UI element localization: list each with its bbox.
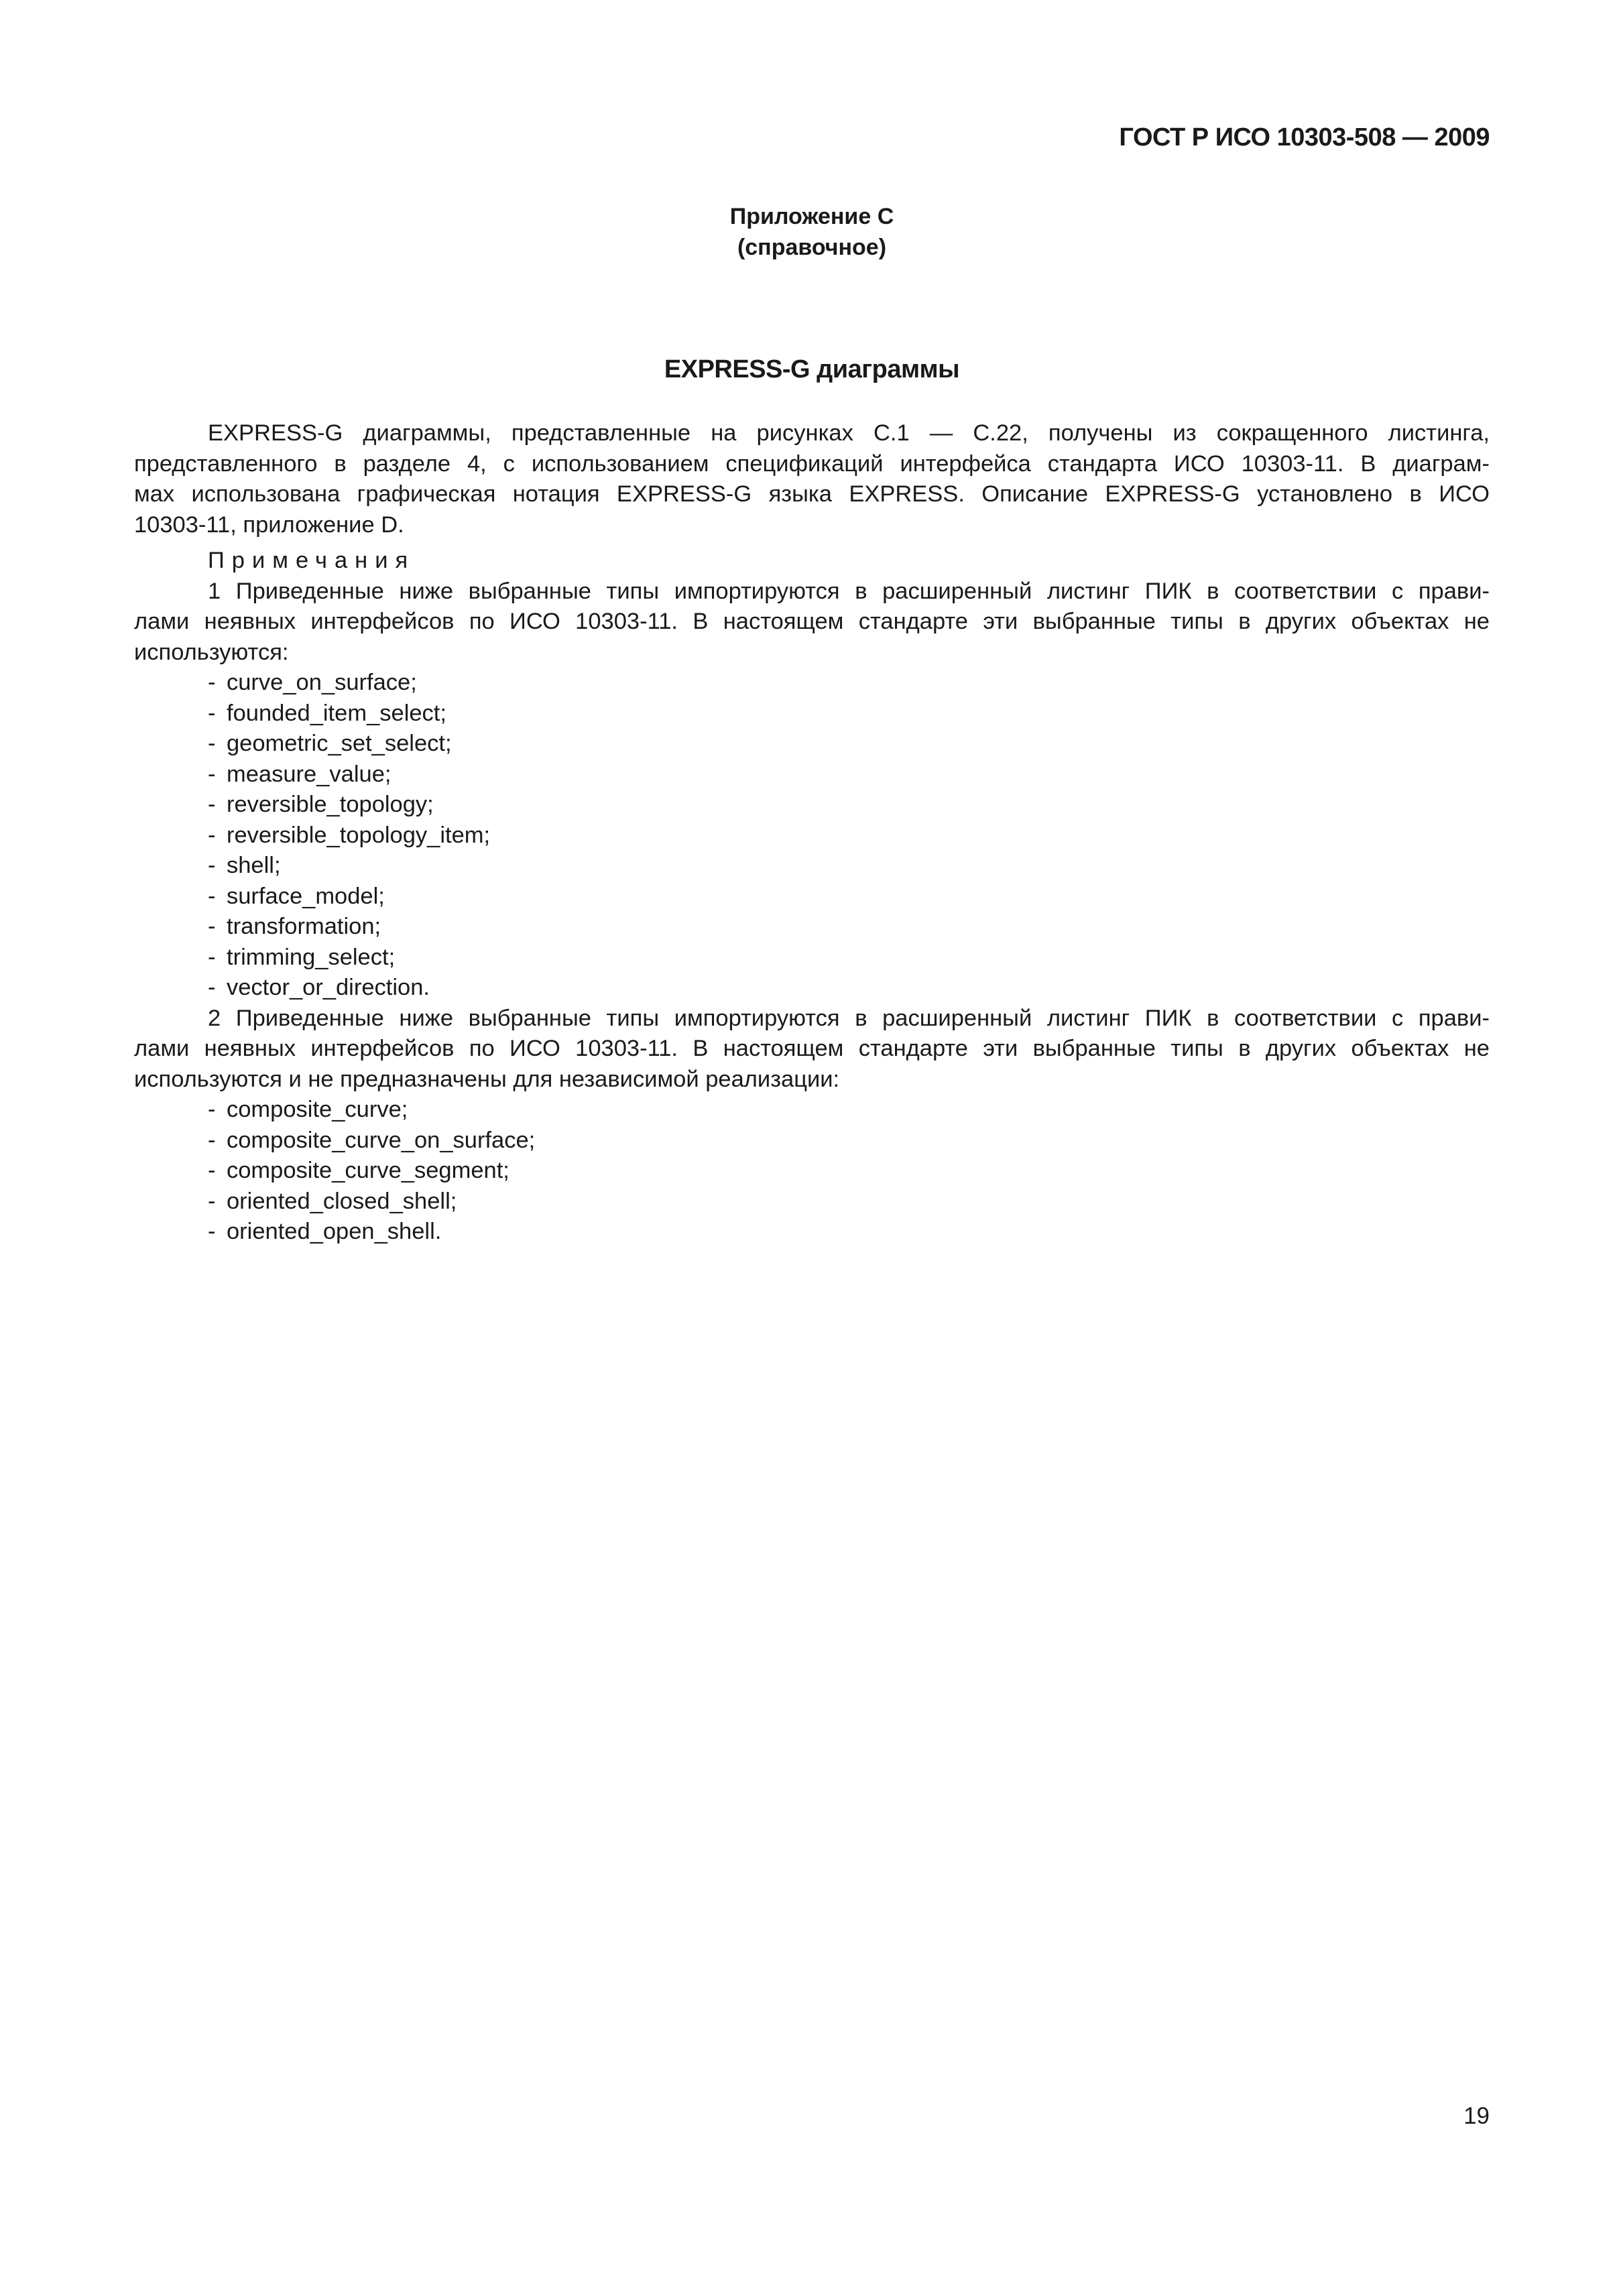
page-number: 19 [1463, 2103, 1490, 2129]
list-marker: - [208, 853, 216, 878]
list-marker: - [208, 731, 216, 756]
list-item-text: surface_model; [227, 883, 385, 909]
intro-line: 10303-11, приложение D. [134, 511, 404, 538]
list-marker: - [208, 761, 216, 787]
intro-line: EXPRESS-G диаграммы, представленные на рисунках С.1 — С.22, получены из сокращенного листинга, [208, 420, 1490, 446]
list-marker: - [208, 1219, 216, 1244]
annex-title: Приложение С [729, 204, 894, 229]
list-item [134, 821, 1490, 851]
list-item-text: transformation; [227, 914, 381, 939]
list-item-text: oriented_open_shell. [227, 1219, 442, 1244]
list-item-text: reversible_topology; [227, 792, 434, 817]
list-item-text: composite_curve_segment; [227, 1158, 509, 1183]
note-2-line: лами неявных интерфейсов по ИСО 10303-11. В настоящем стандарте эти выбранные типы в других объектах не [134, 1036, 1490, 1061]
list-item-text: shell; [227, 853, 281, 878]
list-item [134, 851, 1490, 882]
list-item [134, 1217, 1490, 1248]
list-item [134, 1156, 1490, 1187]
list-item-text: founded_item_select; [227, 700, 446, 726]
annex-status: (справочное) [737, 235, 887, 260]
list-marker: - [208, 1097, 216, 1122]
list-marker: - [208, 822, 216, 848]
list-marker: - [208, 700, 216, 726]
list-marker: - [208, 883, 216, 909]
intro-line: представленного в разделе 4, с использованием спецификаций интерфейса стандарта ИСО 10303-11. В диаграм- [134, 450, 1490, 477]
list-item [134, 790, 1490, 821]
list-item-text: trimming_select; [227, 944, 396, 970]
note-1-list [134, 668, 1490, 1004]
list-marker: - [208, 914, 216, 939]
list-item [134, 760, 1490, 790]
note-1-line: используются: [134, 639, 289, 665]
intro-line: мах использована графическая нотация EXPRESS-G языка EXPRESS. Описание EXPRESS-G установлено в ИСО [134, 481, 1490, 507]
note-1 [134, 577, 1490, 1004]
list-item-text: reversible_topology_item; [227, 822, 491, 848]
intro-paragraph [134, 418, 1490, 540]
list-item [134, 973, 1490, 1004]
list-item [134, 699, 1490, 729]
document-page [134, 0, 1490, 2296]
list-item-text: curve_on_surface; [227, 670, 417, 695]
annex-heading [134, 201, 1490, 263]
list-item-text: geometric_set_select; [227, 731, 452, 756]
note-2-list [134, 1095, 1490, 1248]
list-item [134, 943, 1490, 973]
note-2-line: используются и не предназначены для независимой реализации: [134, 1066, 840, 1092]
list-marker: - [208, 1127, 216, 1153]
list-item-text: oriented_closed_shell; [227, 1188, 457, 1214]
list-marker: - [208, 944, 216, 970]
list-item [134, 882, 1490, 912]
list-marker: - [208, 1188, 216, 1214]
list-item [134, 729, 1490, 760]
list-item-text: measure_value; [227, 761, 392, 787]
document-code-header: ГОСТ Р ИСО 10303-508 — 2009 [1119, 123, 1490, 152]
list-item [134, 1095, 1490, 1126]
list-item [134, 1126, 1490, 1156]
list-item [134, 668, 1490, 699]
list-item-text: composite_curve_on_surface; [227, 1127, 536, 1153]
note-1-line: 1 Приведенные ниже выбранные типы импортируются в расширенный листинг ПИК в соответствии с прави- [208, 578, 1490, 604]
notes-heading: Примечания [208, 548, 416, 573]
list-item-text: composite_curve; [227, 1097, 408, 1122]
note-2 [134, 1004, 1490, 1248]
list-marker: - [208, 975, 216, 1000]
note-1-line: лами неявных интерфейсов по ИСО 10303-11. В настоящем стандарте эти выбранные типы в других объектах не [134, 609, 1490, 634]
list-marker: - [208, 670, 216, 695]
note-2-line: 2 Приведенные ниже выбранные типы импортируются в расширенный листинг ПИК в соответствии с прави- [208, 1005, 1490, 1031]
list-item [134, 1187, 1490, 1217]
body-text [134, 418, 1490, 1248]
list-marker: - [208, 1158, 216, 1183]
list-item [134, 912, 1490, 943]
list-marker: - [208, 792, 216, 817]
section-title: EXPRESS-G диаграммы [664, 355, 960, 383]
list-item-text: vector_or_direction. [227, 975, 430, 1000]
